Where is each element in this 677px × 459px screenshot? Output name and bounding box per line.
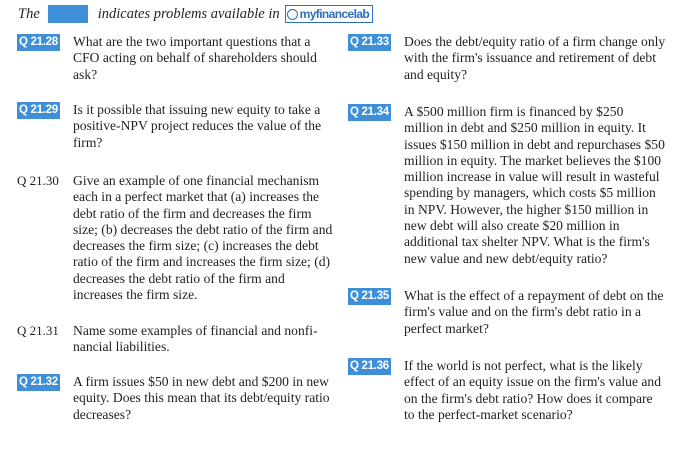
question-21-29 <box>17 102 337 151</box>
question-number-badge: Q 21.34 <box>348 104 391 121</box>
question-number-badge: Q 21.28 <box>17 34 60 51</box>
question-21-32 <box>17 374 337 423</box>
question-number-badge: Q 21.32 <box>17 374 60 391</box>
highlight-swatch <box>48 5 88 23</box>
question-21-36 <box>348 358 666 423</box>
question-text: Is it possible that issuing new equity to take a positive-NPV project reduces the value of the firm? <box>73 102 322 150</box>
question-text: A $500 million firm is financed by $250 million in debt and $250 million in equity. It issues $150 million in debt and repurchases $50 million in equity. The market believes the $100 million increase in value will result in wasteful spending by managers, which costs $5 million in NPV. However, the higher $150 million in new debt will also create $20 million in additional tax shelter NPV. What is the firm's new value and new debt/equity ratio? <box>404 104 665 266</box>
legend-prefix: The <box>18 5 40 22</box>
question-text: If the world is not perfect, what is the likely effect of an equity issue on the firm's value and on the firm's debt ratio? How does it compare to the perfect-market scenario? <box>404 358 662 422</box>
question-number: Q 21.31 <box>17 323 59 338</box>
question-21-31 <box>17 323 337 356</box>
question-text: A firm issues $50 in new debt and $200 in new equity. Does this mean that its debt/equity ratio decreases? <box>73 374 330 422</box>
question-text: Name some examples of financial and nonfi-nancial liabilities. <box>73 323 318 355</box>
myfinancelab-logo: myfinancelab <box>285 5 374 23</box>
question-text: Does the debt/equity ratio of a firm change only with the firm's issuance and retirement of debt and equity? <box>404 34 666 82</box>
question-text: Give an example of one financial mechanism each in a perfect market that (a) increases the debt ratio of the firm and decreases the firm size; (b) decreases the debt ratio of the firm and decreases the firm size; (c) increases the debt ratio of the firm and increases the firm size; (d) decreases the debt ratio of the firm and increases the firm size. <box>73 173 333 303</box>
question-number: Q 21.30 <box>17 173 59 188</box>
question-number-badge: Q 21.29 <box>17 102 60 119</box>
question-21-33 <box>348 34 666 83</box>
question-number-badge: Q 21.35 <box>348 288 391 305</box>
logo-ring-icon <box>287 9 298 20</box>
legend-suffix: indicates problems available in <box>97 5 280 22</box>
question-21-35 <box>348 288 666 337</box>
question-number-badge: Q 21.36 <box>348 358 391 375</box>
question-text: What is the effect of a repayment of debt on the firm's value and on the firm's debt ratio in a perfect market? <box>404 288 664 336</box>
question-21-28 <box>17 34 337 83</box>
question-text: What are the two important questions that a CFO acting on behalf of shareholders should ask? <box>73 34 317 82</box>
question-number-badge: Q 21.33 <box>348 34 391 51</box>
legend-header <box>18 4 373 24</box>
question-21-30 <box>17 173 337 303</box>
question-21-34 <box>348 104 666 267</box>
